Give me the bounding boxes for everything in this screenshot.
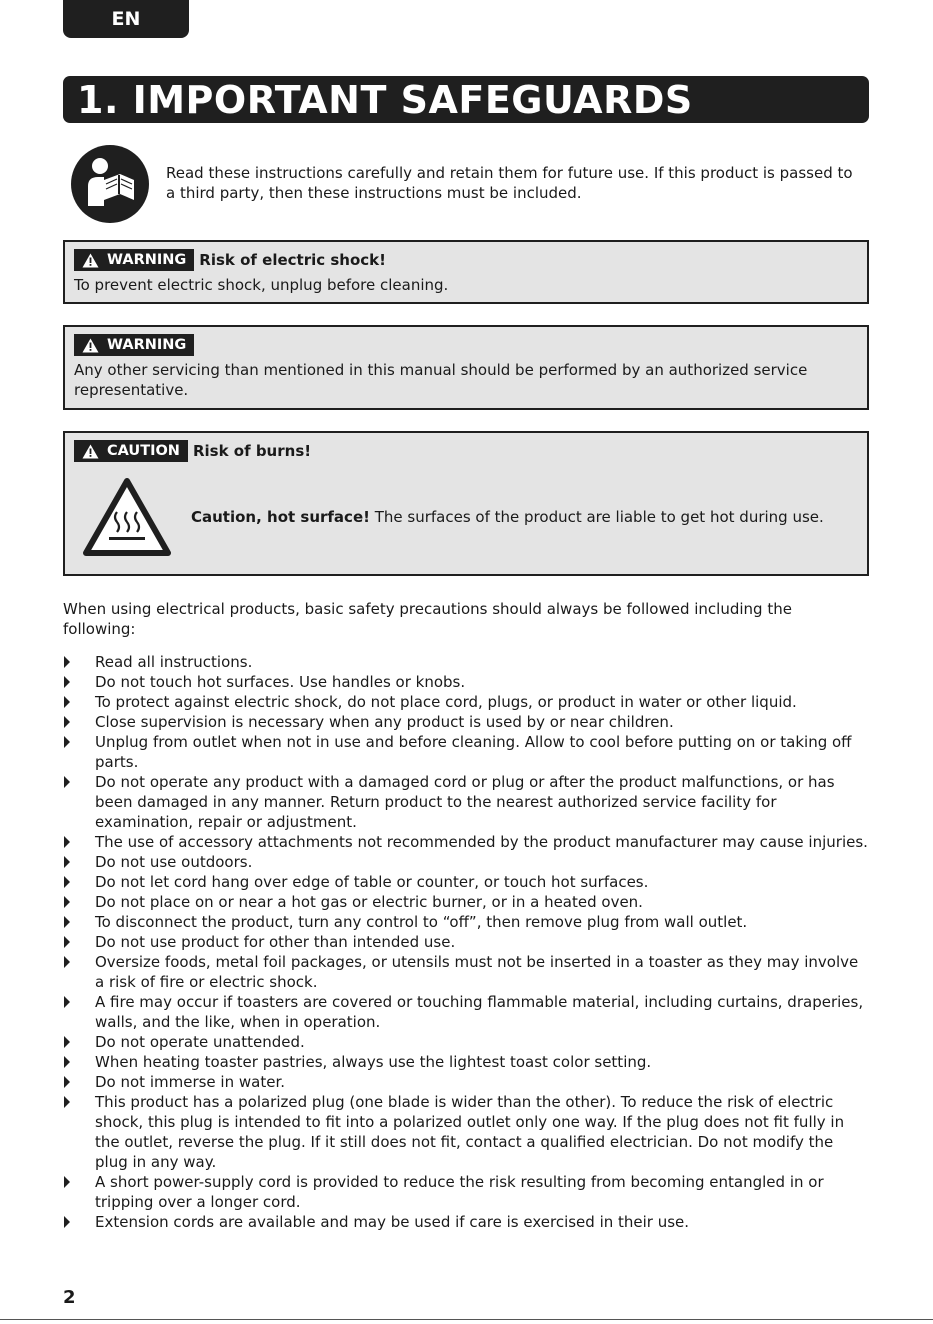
warning-triangle-icon	[82, 253, 99, 268]
caution-badge-label: CAUTION	[107, 443, 180, 459]
bullet-arrow-icon	[63, 656, 71, 668]
caution-badge	[74, 440, 188, 462]
bullet-arrow-icon	[63, 836, 71, 848]
list-item-text: Do not let cord hang over edge of table or counter, or touch hot surfaces.	[95, 873, 649, 891]
list-item	[63, 772, 869, 832]
list-item	[63, 1092, 869, 1172]
list-item	[63, 852, 869, 872]
list-item-text: The use of accessory attachments not recommended by the product manufacturer may cause injuries.	[95, 833, 868, 851]
caution-burns-box	[63, 431, 869, 576]
list-item-text: To disconnect the product, turn any control to “off”, then remove plug from wall outlet.	[95, 913, 748, 931]
bullet-arrow-icon	[63, 696, 71, 708]
bullet-arrow-icon	[63, 1216, 71, 1228]
list-item	[63, 952, 869, 992]
list-item-text: Do not touch hot surfaces. Use handles or knobs.	[95, 673, 466, 691]
warning-shock-box	[63, 240, 869, 304]
list-item-text: To protect against electric shock, do not place cord, plugs, or product in water or other liquid.	[95, 693, 797, 711]
bullet-arrow-icon	[63, 936, 71, 948]
list-item	[63, 712, 869, 732]
bullet-arrow-icon	[63, 676, 71, 688]
page-number: 2	[63, 1287, 76, 1308]
list-item-text: Unplug from outlet when not in use and before cleaning. Allow to cool before putting on or taking off parts.	[95, 733, 852, 771]
bullet-arrow-icon	[63, 1096, 71, 1108]
list-item	[63, 872, 869, 892]
section-title: 1. IMPORTANT SAFEGUARDS	[63, 76, 869, 123]
warning-text: To prevent electric shock, unplug before cleaning.	[74, 276, 449, 294]
precautions-lead: When using electrical products, basic safety precautions should always be followed including the following:	[63, 600, 792, 638]
bullet-arrow-icon	[63, 776, 71, 788]
list-item-text: A short power-supply cord is provided to reduce the risk resulting from becoming entangled in or tripping over a longer cord.	[95, 1173, 824, 1211]
list-item-text: Do not place on or near a hot gas or electric burner, or in a heated oven.	[95, 893, 643, 911]
list-item	[63, 692, 869, 712]
list-item-text: Do not use outdoors.	[95, 853, 253, 871]
list-item-text: Do not operate any product with a damaged cord or plug or after the product malfunctions, or has been damaged in any manner. Return product to the nearest authorized service facility for examination, repair or adjustment.	[95, 773, 835, 831]
bullet-arrow-icon	[63, 876, 71, 888]
warning-badge	[74, 334, 194, 356]
bullet-arrow-icon	[63, 1036, 71, 1048]
list-item	[63, 1212, 869, 1232]
warning-badge-label: WARNING	[107, 252, 187, 268]
bullet-arrow-icon	[63, 716, 71, 728]
warning-triangle-icon	[82, 444, 99, 459]
list-item-text: This product has a polarized plug (one blade is wider than the other). To reduce the risk of electric shock, this plug is intended to fit into a polarized outlet only one way. If the plug does not fit fully in the outlet, reverse the plug. If it still does not fit, contact a qualified electrician. Do not modify the plug in any way.	[95, 1093, 845, 1171]
warning-badge-label: WARNING	[107, 337, 187, 353]
list-item-text: Extension cords are available and may be used if care is exercised in their use.	[95, 1213, 690, 1231]
list-item-text: Close supervision is necessary when any product is used by or near children.	[95, 713, 674, 731]
list-item-text: Oversize foods, metal foil packages, or utensils must not be inserted in a toaster as they may involve a risk of fire or electric shock.	[95, 953, 859, 991]
bullet-arrow-icon	[63, 996, 71, 1008]
bullet-arrow-icon	[63, 856, 71, 868]
language-tab: EN	[63, 0, 189, 38]
list-item	[63, 1172, 869, 1212]
list-item	[63, 832, 869, 852]
hot-surface-label: Caution, hot surface!	[191, 508, 370, 526]
bullet-arrow-icon	[63, 956, 71, 968]
list-item-text: Do not immerse in water.	[95, 1073, 285, 1091]
read-manual-icon	[70, 144, 150, 224]
list-item	[63, 992, 869, 1032]
list-item-text: Do not operate unattended.	[95, 1033, 305, 1051]
warning-heading: Risk of electric shock!	[199, 251, 386, 269]
list-item-text: Do not use product for other than intended use.	[95, 933, 456, 951]
list-item-text: Read all instructions.	[95, 653, 253, 671]
list-item	[63, 652, 869, 672]
warning-service-box	[63, 325, 869, 410]
list-item	[63, 1032, 869, 1052]
list-item-text: When heating toaster pastries, always use the lightest toast color setting.	[95, 1053, 652, 1071]
warning-triangle-icon	[82, 338, 99, 353]
page-bottom-rule	[0, 1319, 933, 1320]
list-item	[63, 732, 869, 772]
bullet-arrow-icon	[63, 896, 71, 908]
list-item	[63, 892, 869, 912]
hot-surface-icon	[83, 478, 171, 556]
list-item	[63, 1052, 869, 1072]
warning-text: Any other servicing than mentioned in this manual should be performed by an authorized service representative.	[74, 361, 808, 399]
list-item	[63, 1072, 869, 1092]
bullet-arrow-icon	[63, 1056, 71, 1068]
bullet-arrow-icon	[63, 736, 71, 748]
warning-badge	[74, 249, 194, 271]
hot-surface-description: The surfaces of the product are liable to get hot during use.	[369, 508, 824, 526]
caution-heading: Risk of burns!	[192, 442, 312, 460]
list-item	[63, 932, 869, 952]
precautions-list	[63, 652, 869, 1232]
list-item	[63, 672, 869, 692]
intro-text: Read these instructions carefully and retain them for future use. If this product is passed to a third party, then these instructions must be included.	[166, 164, 853, 202]
bullet-arrow-icon	[63, 1076, 71, 1088]
list-item	[63, 912, 869, 932]
hot-surface-text	[191, 507, 824, 527]
bullet-arrow-icon	[63, 1176, 71, 1188]
list-item-text: A fire may occur if toasters are covered or touching flammable material, including curtains, draperies, walls, and the like, when in operation.	[95, 993, 864, 1031]
bullet-arrow-icon	[63, 916, 71, 928]
